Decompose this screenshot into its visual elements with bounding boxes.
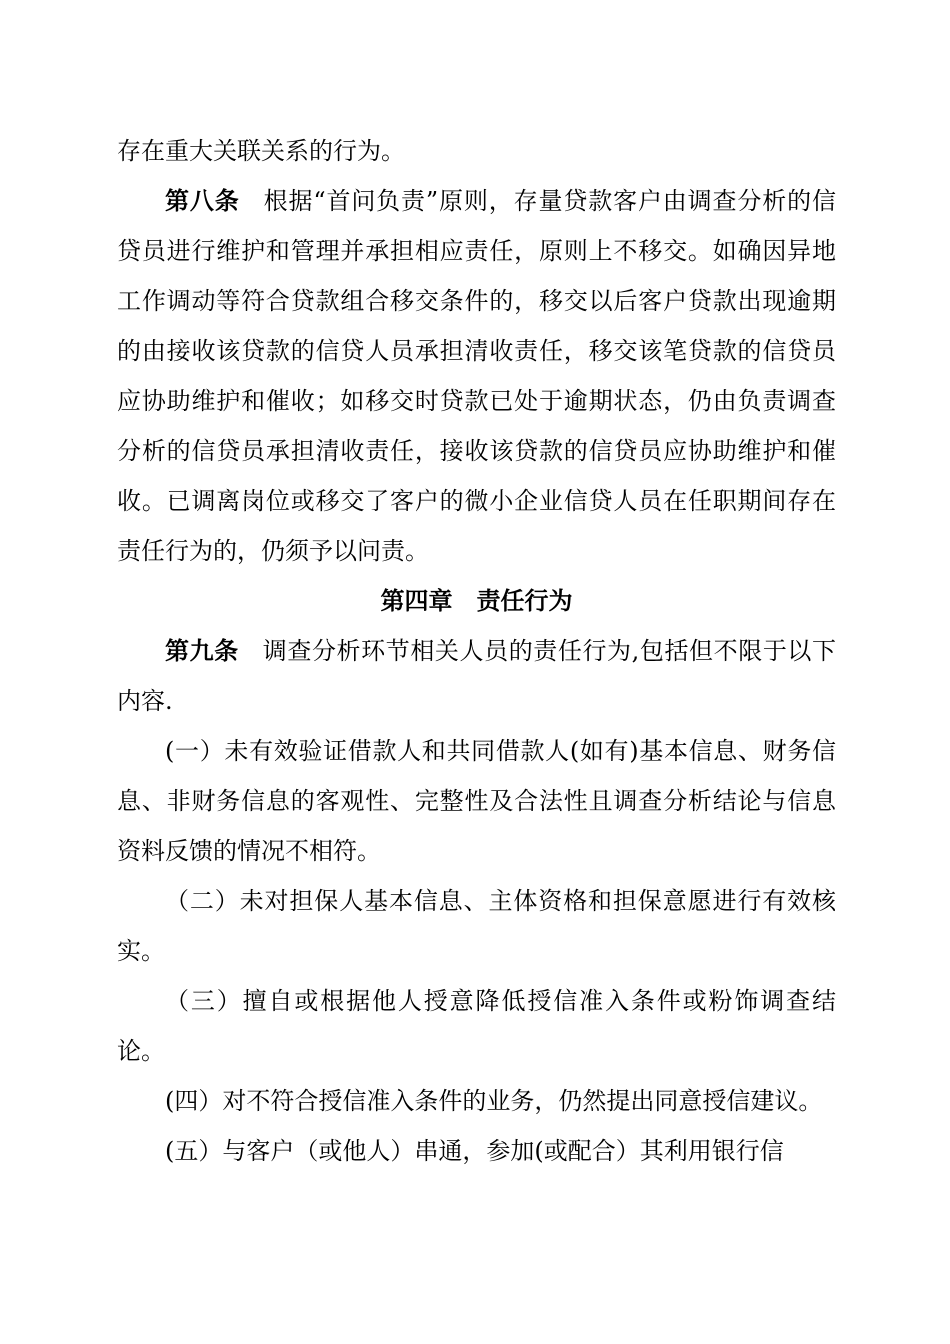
list-item-2: （二）未对担保人基本信息、主体资格和担保意愿进行有效核实。 [117,887,836,965]
article-8-paragraph [117,176,836,576]
list-item-4: (四）对不符合授信准入条件的业务，仍然提出同意授信建议。 [165,1087,823,1115]
article-9-number: 第九条 [165,636,239,665]
chapter-4-heading [117,576,836,626]
list-item-3: （三）擅自或根据他人授意降低授信准入条件或粉饰调查结论。 [117,987,836,1065]
article-8-text: 根据“首问负责”原则，存量贷款客户由调查分析的信贷员进行维护和管理并承担相应责任，原则上不移交。如确因异地工作调动等符合贷款组合移交条件的，移交以后客户贷款出现逾期的由接收该贷款的信贷人员承担清收责任，移交该笔贷款的信贷员应协助维护和催收；如移交时贷款已处于逾期状态，仍由负责调查分析的信贷员承担清收责任，接收该贷款的信贷员应协助维护和催收。已调离岗位或移交了客户的微小企业信贷人员在任职期间存在责任行为的，仍须予以问责。 [117,187,836,565]
article-8-number: 第八条 [165,186,240,215]
chapter-4-title: 责任行为 [476,586,573,615]
article-9-paragraph [117,626,836,726]
list-item-5: (五）与客户（或他人）串通，参加(或配合）其利用银行信 [165,1137,784,1165]
continuation-paragraph: 存在重大关联关系的行为。 [117,137,405,165]
list-item-1: (一）未有效验证借款人和共同借款人(如有)基本信息、财务信息、非财务信息的客观性、完整性及合法性且调查分析结论与信息资料反馈的情况不相符。 [117,737,836,865]
article-9-text: 调查分析环节相关人员的责任行为,包括但不限于以下内容. [117,637,836,715]
document-body [117,126,836,1176]
chapter-4-number: 第四章 [380,586,453,615]
